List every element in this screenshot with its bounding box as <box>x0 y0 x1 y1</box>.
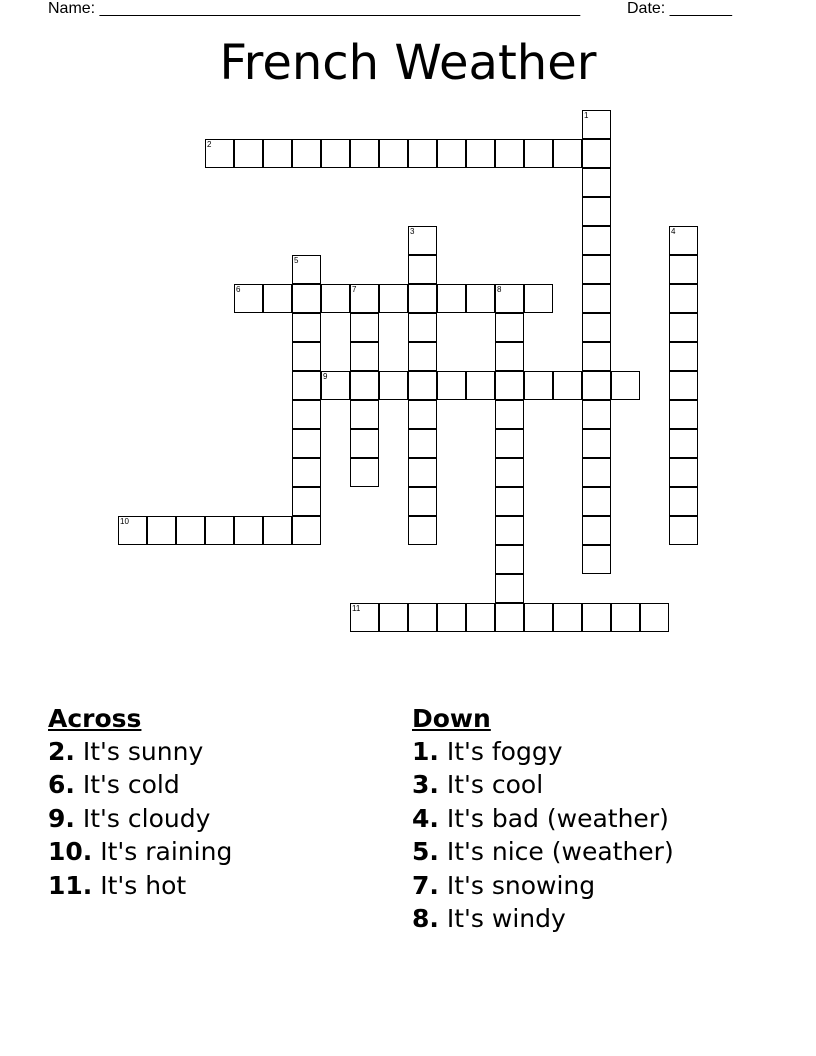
crossword-cell[interactable] <box>495 574 524 603</box>
crossword-cell[interactable] <box>205 516 234 545</box>
clue-text: It's cloudy <box>82 803 211 833</box>
crossword-cell[interactable] <box>263 139 292 168</box>
crossword-cell[interactable] <box>582 313 611 342</box>
crossword-cell[interactable] <box>321 139 350 168</box>
crossword-cell[interactable] <box>408 342 437 371</box>
crossword-cell[interactable] <box>321 284 350 313</box>
across-clue <box>48 869 232 902</box>
crossword-cell[interactable] <box>292 139 321 168</box>
crossword-cell[interactable] <box>495 342 524 371</box>
clue-text: It's sunny <box>82 737 204 766</box>
crossword-cell[interactable] <box>582 400 611 429</box>
cell-number: 11 <box>352 604 361 613</box>
crossword-cell[interactable] <box>350 400 379 429</box>
date-field: Date: _______ <box>627 0 732 17</box>
crossword-cell[interactable] <box>582 487 611 516</box>
crossword-cell[interactable] <box>350 371 379 400</box>
crossword-cell[interactable] <box>350 342 379 371</box>
cell-number: 7 <box>352 285 357 294</box>
crossword-cell[interactable] <box>350 139 379 168</box>
crossword-cell[interactable] <box>408 516 437 545</box>
crossword-cell[interactable] <box>582 516 611 545</box>
crossword-cell[interactable] <box>524 139 553 168</box>
crossword-cell[interactable] <box>350 603 379 632</box>
crossword-cell[interactable] <box>408 458 437 487</box>
crossword-cell[interactable] <box>669 516 698 545</box>
crossword-cell[interactable] <box>437 603 466 632</box>
crossword-cell[interactable] <box>408 255 437 284</box>
crossword-cell[interactable] <box>553 371 582 400</box>
crossword-cell[interactable] <box>669 429 698 458</box>
crossword-cell[interactable] <box>582 371 611 400</box>
crossword-cell[interactable] <box>292 371 321 400</box>
crossword-cell[interactable] <box>524 284 553 313</box>
crossword-cell[interactable] <box>524 603 553 632</box>
cell-number: 6 <box>236 285 241 294</box>
crossword-cell[interactable] <box>466 371 495 400</box>
crossword-cell[interactable] <box>495 545 524 574</box>
crossword-cell[interactable] <box>582 226 611 255</box>
crossword-cell[interactable] <box>582 168 611 197</box>
clue-number: 7. <box>412 870 439 900</box>
cell-number: 1 <box>584 111 589 120</box>
crossword-cell[interactable] <box>669 342 698 371</box>
crossword-cell[interactable] <box>611 371 640 400</box>
crossword-cell[interactable] <box>408 603 437 632</box>
crossword-cell[interactable] <box>350 429 379 458</box>
crossword-cell[interactable] <box>408 429 437 458</box>
crossword-cell[interactable] <box>292 400 321 429</box>
clue-number: 5. <box>412 837 439 867</box>
cell-number: 9 <box>323 372 328 381</box>
crossword-cell[interactable] <box>234 139 263 168</box>
crossword-cell[interactable] <box>495 458 524 487</box>
crossword-cell[interactable] <box>495 284 524 313</box>
clue-text: It's snowing <box>446 870 596 900</box>
crossword-cell[interactable] <box>292 313 321 342</box>
crossword-cell[interactable] <box>437 371 466 400</box>
crossword-cell[interactable] <box>205 139 234 168</box>
clue-number: 9. <box>48 803 75 833</box>
crossword-cell[interactable] <box>379 371 408 400</box>
crossword-cell[interactable] <box>640 603 669 632</box>
crossword-cell[interactable] <box>582 284 611 313</box>
name-field: Name: ______________________________________________________ <box>48 0 581 17</box>
cell-number: 4 <box>671 227 676 236</box>
clue-number: 8. <box>412 903 439 933</box>
crossword-cell[interactable] <box>495 487 524 516</box>
cell-number: 8 <box>497 285 502 294</box>
clue-text: It's cold <box>82 770 180 800</box>
crossword-cell[interactable] <box>669 226 698 255</box>
crossword-cell[interactable] <box>669 400 698 429</box>
crossword-cell[interactable] <box>118 516 147 545</box>
clue-text: It's foggy <box>446 737 563 766</box>
crossword-cell[interactable] <box>582 429 611 458</box>
page-title: French Weather <box>219 35 597 91</box>
crossword-cell[interactable] <box>408 284 437 313</box>
crossword-cell[interactable] <box>669 284 698 313</box>
down-clue <box>412 902 674 935</box>
crossword-cell[interactable] <box>495 371 524 400</box>
down-clue <box>412 835 674 868</box>
crossword-cell[interactable] <box>582 255 611 284</box>
crossword-cell[interactable] <box>292 255 321 284</box>
crossword-cell[interactable] <box>350 313 379 342</box>
crossword-cell[interactable] <box>582 110 611 139</box>
crossword-cell[interactable] <box>669 255 698 284</box>
crossword-cell[interactable] <box>234 516 263 545</box>
across-clue <box>48 735 232 768</box>
across-clue <box>48 768 232 801</box>
crossword-cell[interactable] <box>408 226 437 255</box>
clue-number: 10. <box>48 837 93 867</box>
crossword-cell[interactable] <box>263 284 292 313</box>
crossword-cell[interactable] <box>379 284 408 313</box>
crossword-cell[interactable] <box>495 603 524 632</box>
down-clues <box>412 702 674 935</box>
clue-text: It's nice (weather) <box>446 837 674 867</box>
crossword-cell[interactable] <box>524 371 553 400</box>
clue-number: 6. <box>48 770 75 800</box>
cell-number: 2 <box>207 140 212 149</box>
cell-number: 5 <box>294 256 299 265</box>
crossword-cell[interactable] <box>292 284 321 313</box>
crossword-cell[interactable] <box>669 458 698 487</box>
crossword-cell[interactable] <box>263 516 292 545</box>
crossword-cell[interactable] <box>379 603 408 632</box>
crossword-cell[interactable] <box>379 139 408 168</box>
crossword-cell[interactable] <box>350 458 379 487</box>
crossword-cell[interactable] <box>495 400 524 429</box>
down-clue <box>412 869 674 902</box>
across-clues <box>48 702 232 902</box>
crossword-cell[interactable] <box>408 400 437 429</box>
crossword-cell[interactable] <box>292 516 321 545</box>
crossword-cell[interactable] <box>234 284 263 313</box>
down-heading: Down <box>412 704 491 733</box>
clue-text: It's windy <box>446 903 566 933</box>
crossword-cell[interactable] <box>495 313 524 342</box>
crossword-cell[interactable] <box>408 313 437 342</box>
crossword-cell[interactable] <box>582 342 611 371</box>
across-heading: Across <box>48 704 142 733</box>
crossword-cell[interactable] <box>495 429 524 458</box>
crossword-cell[interactable] <box>669 313 698 342</box>
crossword-cell[interactable] <box>582 197 611 226</box>
crossword-cell[interactable] <box>408 139 437 168</box>
crossword-cell[interactable] <box>321 371 350 400</box>
crossword-cell[interactable] <box>437 284 466 313</box>
crossword-cell[interactable] <box>437 139 466 168</box>
crossword-cell[interactable] <box>408 487 437 516</box>
cell-number: 3 <box>410 227 415 236</box>
clue-text: It's bad (weather) <box>446 803 669 833</box>
down-clue <box>412 768 674 801</box>
crossword-cell[interactable] <box>669 371 698 400</box>
crossword-cell[interactable] <box>495 139 524 168</box>
crossword-cell[interactable] <box>582 139 611 168</box>
cell-number: 10 <box>120 517 129 526</box>
crossword-cell[interactable] <box>466 284 495 313</box>
clue-number: 2. <box>48 737 75 766</box>
down-clue <box>412 735 674 768</box>
crossword-cell[interactable] <box>147 516 176 545</box>
crossword-cell[interactable] <box>350 284 379 313</box>
clue-text: It's hot <box>100 870 187 900</box>
crossword-cell[interactable] <box>466 139 495 168</box>
clue-number: 3. <box>412 770 439 800</box>
crossword-cell[interactable] <box>669 487 698 516</box>
crossword-cell[interactable] <box>466 603 495 632</box>
crossword-cell[interactable] <box>553 139 582 168</box>
crossword-cell[interactable] <box>292 342 321 371</box>
crossword-cell[interactable] <box>292 458 321 487</box>
crossword-cell[interactable] <box>582 545 611 574</box>
crossword-cell[interactable] <box>611 603 640 632</box>
crossword-cell[interactable] <box>495 516 524 545</box>
across-clue <box>48 835 232 868</box>
clue-text: It's cool <box>446 770 544 800</box>
crossword-cell[interactable] <box>408 371 437 400</box>
across-clue <box>48 802 232 835</box>
clue-number: 4. <box>412 803 439 833</box>
crossword-cell[interactable] <box>582 603 611 632</box>
clue-number: 1. <box>412 737 439 766</box>
clue-text: It's raining <box>100 837 233 867</box>
crossword-cell[interactable] <box>582 458 611 487</box>
down-clue <box>412 802 674 835</box>
crossword-cell[interactable] <box>553 603 582 632</box>
crossword-cell[interactable] <box>292 429 321 458</box>
clue-number: 11. <box>48 870 93 900</box>
crossword-cell[interactable] <box>176 516 205 545</box>
crossword-cell[interactable] <box>292 487 321 516</box>
